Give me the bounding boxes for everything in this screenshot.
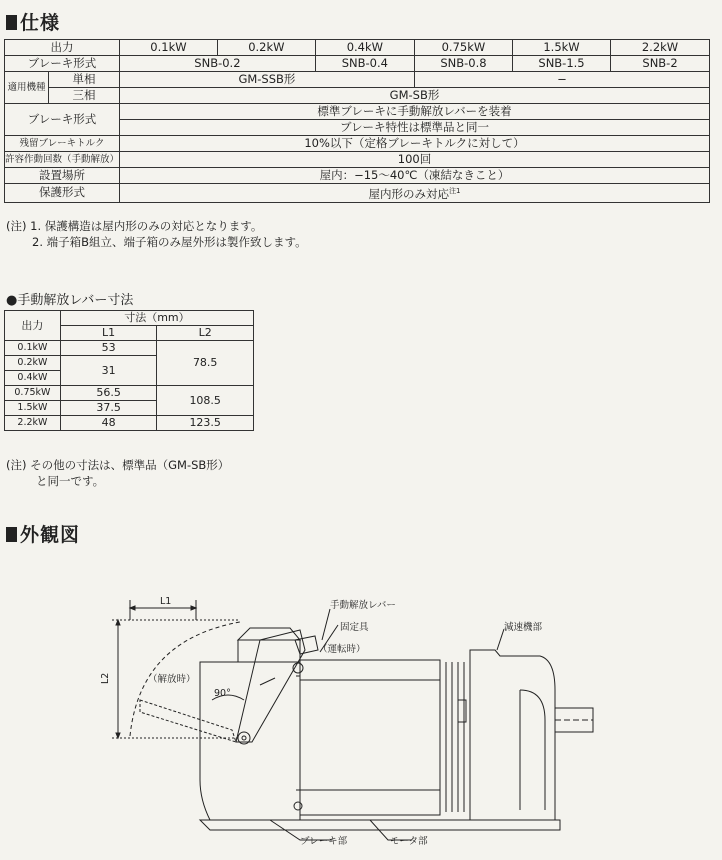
protection-value: 屋内形のみ対応$^{注1}$ bbox=[120, 184, 710, 203]
table-row: 0.1kW 53 78.5 bbox=[5, 341, 254, 356]
reducer-label: 減速機部 bbox=[504, 622, 543, 633]
output-value: 1.5kW bbox=[512, 40, 610, 56]
output-value: 0.4kW bbox=[315, 40, 414, 56]
angle-label: 90° bbox=[214, 688, 231, 699]
table-row: 0.4kW bbox=[5, 371, 254, 386]
three-phase-label: 三相 bbox=[48, 88, 119, 104]
brake-type-value: SNB-0.2 bbox=[120, 56, 316, 72]
lever-leader bbox=[322, 609, 330, 640]
residual-torque-label: 残留ブレーキトルク bbox=[5, 136, 120, 152]
fixture-label: 固定具 bbox=[340, 622, 369, 633]
brake-type-value: SNB-2 bbox=[611, 56, 710, 72]
residual-torque-value: 10%以下（定格ブレーキトルクに対して） bbox=[120, 136, 710, 152]
brake-type-label: ブレーキ形式 bbox=[5, 56, 120, 72]
lever-shape bbox=[236, 630, 305, 742]
table-row: 0.75kW 56.5 108.5 bbox=[5, 386, 254, 401]
table-row: 0.2kW 31 bbox=[5, 356, 254, 371]
output-value: 2.2kW bbox=[611, 40, 710, 56]
lever-header-l2: L2 bbox=[157, 326, 254, 341]
single-phase-value: GM-SSB形 bbox=[120, 72, 415, 88]
table-row: 2.2kW 48 123.5 bbox=[5, 416, 254, 431]
spec-notes: (注) 1. 保護構造は屋内形のみの対応となります。 2. 端子箱B組立、端子箱のみ屋外形は製作致します。 bbox=[6, 219, 307, 249]
lever-header-l1: L1 bbox=[60, 326, 157, 341]
motor-label: モータ部 bbox=[390, 836, 428, 847]
brake-form-label: ブレーキ形式 bbox=[5, 104, 120, 136]
three-phase-value: GM-SB形 bbox=[120, 88, 710, 104]
released-label: （解放時） bbox=[148, 674, 196, 685]
location-label: 設置場所 bbox=[5, 168, 120, 184]
location-value: 屋内：−15〜40℃（凍結なきこと） bbox=[120, 168, 710, 184]
lever-header-dim: 寸法（mm） bbox=[60, 311, 253, 326]
spec-section-title: 仕様 bbox=[6, 8, 60, 35]
single-phase-label: 単相 bbox=[48, 72, 119, 88]
single-phase-dash: − bbox=[414, 72, 709, 88]
brake-form-line2: ブレーキ特性は標準品と同一 bbox=[120, 120, 710, 136]
applicable-label: 適用機種 bbox=[5, 72, 49, 104]
lever-header-output: 出力 bbox=[5, 311, 61, 341]
lever-l2-group: 123.5 bbox=[157, 416, 254, 431]
exterior-section-title: 外観図 bbox=[6, 520, 80, 547]
l1-label: L1 bbox=[160, 596, 172, 607]
output-value: 0.2kW bbox=[217, 40, 315, 56]
operations-value: 100回 bbox=[120, 152, 710, 168]
lever-l2-group: 78.5 bbox=[157, 341, 254, 386]
reducer-leader bbox=[497, 629, 504, 650]
lever-l2-group: 108.5 bbox=[157, 386, 254, 416]
motor-body bbox=[300, 660, 440, 815]
brake-form-line1: 標準ブレーキに手動解放レバーを装着 bbox=[120, 104, 710, 120]
brake-type-value: SNB-0.4 bbox=[315, 56, 414, 72]
reducer-body bbox=[470, 650, 555, 820]
brake-type-value: SNB-1.5 bbox=[512, 56, 610, 72]
protection-label: 保護形式 bbox=[5, 184, 120, 203]
brake-type-value: SNB-0.8 bbox=[414, 56, 512, 72]
lever-section-title: ●手動解放レバー寸法 bbox=[6, 293, 134, 308]
operations-label: 許容作動回数（手動解放） bbox=[5, 152, 120, 168]
l2-label: L2 bbox=[100, 672, 111, 684]
brake-label: ブレーキ部 bbox=[300, 836, 348, 847]
lever-note: (注) その他の寸法は、標準品（GM-SB形） と同一です。 bbox=[6, 458, 230, 488]
running-label: （運転時） bbox=[318, 644, 366, 655]
output-value: 0.75kW bbox=[414, 40, 512, 56]
output-value: 0.1kW bbox=[120, 40, 218, 56]
table-row: 1.5kW 37.5 bbox=[5, 401, 254, 416]
output-label: 出力 bbox=[5, 40, 120, 56]
lever-label: 手動解放レバー bbox=[330, 600, 396, 611]
